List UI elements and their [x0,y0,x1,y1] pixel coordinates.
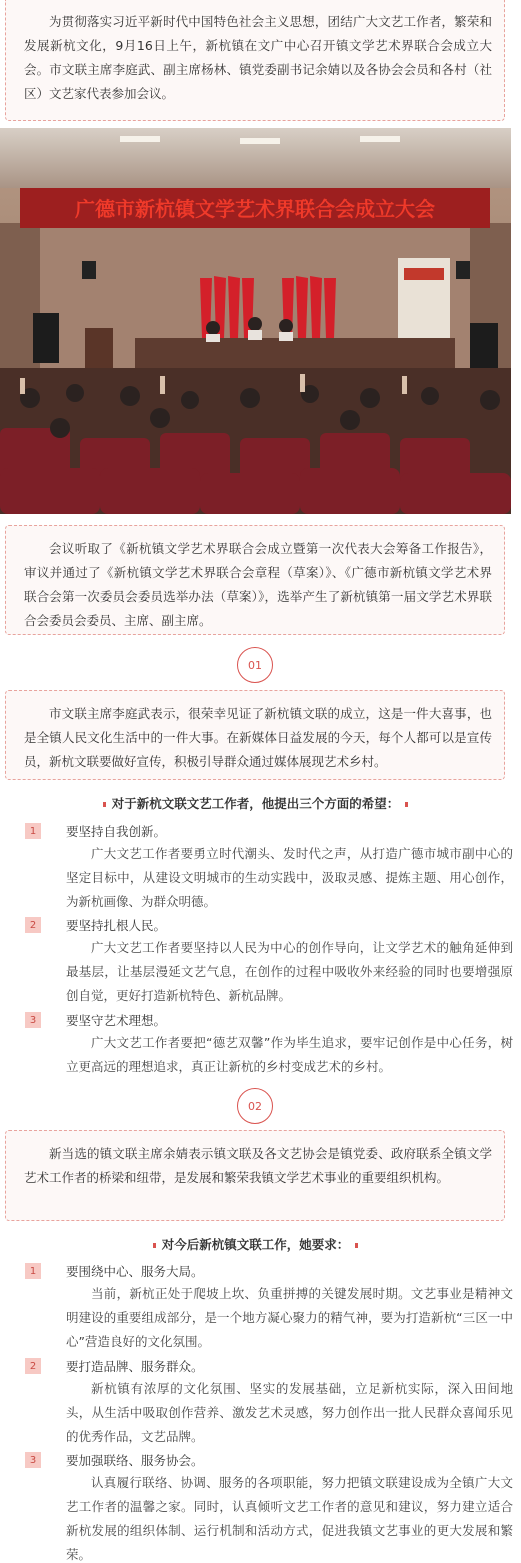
section2-item-2 [25,1357,513,1449]
section2-item-3 [25,1451,513,1561]
section-number-01: 01 [237,647,273,683]
meeting-summary-box [5,525,505,635]
item-title: 要坚持自我创新。 [66,824,167,839]
section1-heading-text: 对于新杭文联文艺工作者，他提出三个方面的希望： [111,796,400,811]
heading-dot-icon [153,1243,156,1248]
item-body: 认真履行联络、协调、服务的各项职能，努力把镇文联建设成为全镇广大文艺工作者的温馨之家。同时，认真倾听文艺工作者的意见和建议，努力建立适合新杭发展的组织体制、运行机制和活动方式，促进我镇文艺事业的更大发展和繁荣。 [66,1475,513,1562]
section1-quote-box [5,690,505,780]
item-number-badge: 3 [25,1012,41,1028]
meeting-photo-illustration [0,128,511,514]
item-title: 要打造品牌、服务群众。 [66,1359,204,1374]
item-number-badge: 1 [25,1263,41,1279]
section-number-02: 02 [237,1088,273,1124]
section1-item-2 [25,916,513,1006]
heading-dot-icon [405,802,408,807]
item-title: 要围绕中心、服务大局。 [66,1264,204,1279]
item-body: 广大文艺工作者要把“德艺双馨”作为毕生追求，要牢记创作是中心任务，树立更高远的理想追求，真正让新杭的乡村变成艺术的乡村。 [66,1035,513,1074]
section1-item-1 [25,822,513,912]
item-title: 要坚持扎根人民。 [66,918,167,933]
heading-dot-icon [103,802,106,807]
section1-quote-text: 市文联主席李庭武表示，很荣幸见证了新杭镇文联的成立，这是一件大喜事，也是全镇人民文化生活中的一件大事。在新媒体日益发展的今天，每个人都可以是宣传员，新杭文联要做好宣传，积极引导群众通过媒体展现艺术乡村。 [24,706,492,769]
heading-dot-icon [355,1243,358,1248]
section1-heading [0,794,511,812]
banner-text: 广德市新杭镇文学艺术界联合会成立大会 [75,197,435,221]
item-number-badge: 3 [25,1452,41,1468]
item-title: 要坚守艺术理想。 [66,1013,167,1028]
meeting-photo [0,128,511,514]
item-number-badge: 1 [25,823,41,839]
section2-heading-text: 对今后新杭镇文联工作，她要求： [161,1237,350,1252]
section1-item-3 [25,1011,513,1081]
item-body: 广大文艺工作者要坚持以人民为中心的创作导向，让文学艺术的触角延伸到最基层，让基层漫延文艺气息，在创作的过程中吸收外来经验的同时也要增强原创自觉，更好打造新杭特色、新杭品牌。 [66,940,513,1003]
item-body: 广大文艺工作者要勇立时代潮头、发时代之声，从打造广德市城市副中心的坚定目标中，从建设文明城市的生动实践中，汲取灵感、提炼主题、用心创作，为新杭画像、为群众明德。 [66,846,513,909]
item-body: 当前，新杭正处于爬坡上坎、负重拼搏的关键发展时期。文艺事业是精神文明建设的重要组成部分，是一个地方凝心聚力的精气神，要为打造新杭“三区一中心”营造良好的文化氛围。 [66,1286,513,1349]
section2-heading [0,1235,511,1253]
section2-quote-text: 新当选的镇文联主席余婧表示镇文联及各文艺协会是镇党委、政府联系全镇文学艺术工作者的桥梁和纽带，是发展和繁荣我镇文学艺术事业的重要组织机构。 [24,1146,492,1185]
intro-box [5,0,505,121]
section2-quote-box [5,1130,505,1221]
item-body: 新杭镇有浓厚的文化氛围、坚实的发展基础，立足新杭实际，深入田间地头，从生活中吸取创作营养、激发艺术灵感，努力创作出一批人民群众喜闻乐见的优秀作品，文艺品牌。 [66,1381,513,1444]
item-title: 要加强联络、服务协会。 [66,1453,204,1468]
intro-text: 为贯彻落实习近平新时代中国特色社会主义思想，团结广大文艺工作者，繁荣和发展新杭文化，9月16日上午，新杭镇在文广中心召开镇文学艺术界联合会成立大会。市文联主席李庭武、副主席杨林、镇党委副书记余婧以及各协会会员和各村（社区）文艺家代表参加会议。 [24,14,492,101]
item-number-badge: 2 [25,1358,41,1374]
section2-item-1 [25,1262,513,1354]
meeting-summary-text: 会议听取了《新杭镇文学艺术界联合会成立暨第一次代表大会筹备工作报告》，审议并通过了《新杭镇文学艺术界联合会章程（草案）》、《广德市新杭镇文学艺术界联合会第一次委员会委员选举办法（草案）》，选举产生了新杭镇第一届文学艺术界联合会委员会委员、主席、副主席。 [24,541,492,628]
item-number-badge: 2 [25,917,41,933]
